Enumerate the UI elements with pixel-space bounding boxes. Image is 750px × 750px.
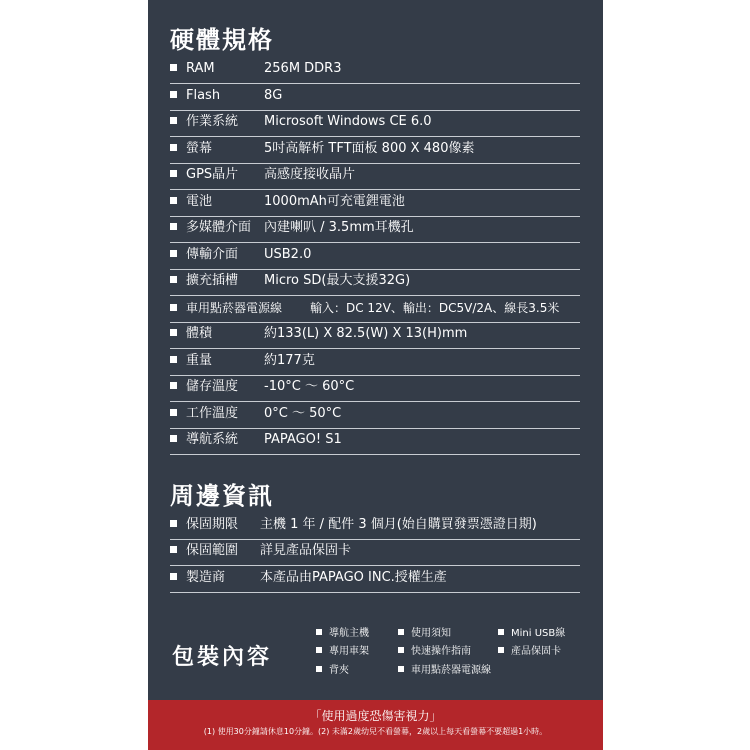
spec-value: 1000mAh可充電鋰電池 (264, 194, 405, 209)
spec-row-storage-temp (170, 375, 580, 402)
spec-label: 儲存溫度 (186, 379, 239, 394)
peripheral-row-manufacturer (170, 566, 580, 593)
spec-value: Micro SD(最大支援32G) (264, 273, 411, 288)
spec-row-slot (170, 269, 580, 296)
package-item (316, 627, 369, 641)
spec-row-power-cable (170, 296, 580, 323)
warning-text: (1) 使用30分鐘請休息10分鐘。(2) 未滿2歲幼兒不看螢幕，2歲以上每天看螢幕不要超過1小時。 (203, 727, 548, 736)
package-item (498, 627, 565, 641)
bullet-icon (170, 356, 177, 363)
spec-label: 擴充插槽 (186, 273, 239, 288)
spec-value: 0°C ～ 50°C (264, 406, 342, 421)
package-item-label: 導航主機 (329, 628, 369, 639)
spec-label: 車用點菸器電源線 (186, 301, 283, 315)
bullet-icon (170, 170, 177, 177)
package-item (316, 645, 369, 659)
spec-row-battery (170, 190, 580, 217)
vision-warning-banner (148, 700, 603, 750)
bullet-icon (316, 647, 322, 653)
spec-panel (148, 0, 603, 750)
spec-row-flash (170, 84, 580, 111)
spec-label: 電池 (186, 194, 213, 209)
spec-label: 螢幕 (186, 141, 213, 156)
bullet-icon (498, 647, 504, 653)
spec-row-ram (170, 57, 580, 84)
bullet-icon (170, 435, 177, 442)
spec-value: Microsoft Windows CE 6.0 (264, 114, 432, 129)
spec-label: 傳輸介面 (186, 247, 239, 262)
bullet-icon (398, 647, 404, 653)
peripheral-value: 詳見產品保固卡 (260, 543, 352, 558)
peripheral-value: 主機 1 年 / 配件 3 個月(始自購買發票憑證日期) (260, 517, 537, 532)
spec-value: 8G (264, 88, 283, 103)
package-item (498, 645, 561, 659)
spec-value: 約177克 (264, 353, 315, 368)
peripheral-row-warranty-period (170, 513, 580, 540)
package-contents-title: 包裝內容 (172, 645, 273, 670)
bullet-icon (170, 276, 177, 283)
bullet-icon (170, 520, 177, 527)
bullet-icon (170, 382, 177, 389)
bullet-icon (170, 144, 177, 151)
hardware-spec-title: 硬體規格 (170, 26, 274, 54)
spec-value: 約133(L) X 82.5(W) X 13(H)mm (264, 326, 468, 341)
spec-label: 體積 (186, 326, 213, 341)
peripheral-info-title: 周邊資訊 (170, 482, 274, 510)
bullet-icon (316, 629, 322, 635)
spec-value: 5吋高解析 TFT面板 800 X 480像素 (264, 141, 475, 156)
spec-row-transfer (170, 243, 580, 270)
spec-row-media (170, 216, 580, 243)
spec-value: 輸入：DC 12V、輸出：DC5V/2A、線長3.5米 (310, 301, 560, 315)
bullet-icon (170, 197, 177, 204)
spec-label: 作業系統 (186, 114, 239, 129)
spec-value: PAPAGO! S1 (264, 432, 342, 447)
spec-row-weight (170, 349, 580, 376)
bullet-icon (170, 223, 177, 230)
spec-value: USB2.0 (264, 247, 312, 262)
bullet-icon (398, 666, 404, 672)
package-item-label: 快速操作指南 (411, 646, 471, 657)
spec-row-screen (170, 137, 580, 164)
bullet-icon (498, 629, 504, 635)
package-item (398, 664, 491, 678)
peripheral-value: 本產品由PAPAGO INC.授權生產 (260, 570, 447, 585)
bullet-icon (170, 329, 177, 336)
package-item-label: 使用須知 (411, 628, 451, 639)
warning-title: 「使用過度恐傷害視力」 (309, 709, 442, 723)
spec-label: 重量 (186, 353, 213, 368)
spec-label: 導航系統 (186, 432, 239, 447)
spec-row-gps (170, 163, 580, 190)
spec-label: RAM (186, 61, 215, 76)
package-item-label: 背夾 (329, 665, 349, 676)
bullet-icon (398, 629, 404, 635)
spec-row-nav-system (170, 428, 580, 455)
spec-label: GPS晶片 (186, 167, 239, 182)
spec-row-size (170, 322, 580, 349)
spec-row-work-temp (170, 402, 580, 429)
spec-row-os (170, 110, 580, 137)
bullet-icon (170, 546, 177, 553)
package-item-label: 專用車架 (329, 646, 369, 657)
spec-value: -10°C ～ 60°C (264, 379, 355, 394)
spec-label: 工作溫度 (186, 406, 239, 421)
bullet-icon (170, 91, 177, 98)
package-item-label: 產品保固卡 (511, 646, 561, 657)
spec-value: 256M DDR3 (264, 61, 342, 76)
bullet-icon (170, 117, 177, 124)
spec-label: 多媒體介面 (186, 220, 252, 235)
peripheral-label: 保固期限 (186, 517, 239, 532)
package-item (398, 645, 471, 659)
bullet-icon (170, 304, 177, 311)
bullet-icon (170, 250, 177, 257)
peripheral-label: 製造商 (186, 570, 226, 585)
peripheral-row-warranty-scope (170, 539, 580, 566)
package-item (398, 627, 451, 641)
peripheral-label: 保固範圍 (186, 543, 239, 558)
package-item (316, 664, 349, 678)
spec-value: 高感度接收晶片 (264, 167, 356, 182)
spec-value: 內建喇叭 / 3.5mm耳機孔 (264, 220, 414, 235)
spec-label: Flash (186, 88, 221, 103)
bullet-icon (316, 666, 322, 672)
bullet-icon (170, 573, 177, 580)
package-item-label: Mini USB線 (511, 628, 566, 639)
package-item-label: 車用點菸器電源線 (411, 665, 491, 676)
bullet-icon (170, 64, 177, 71)
bullet-icon (170, 409, 177, 416)
